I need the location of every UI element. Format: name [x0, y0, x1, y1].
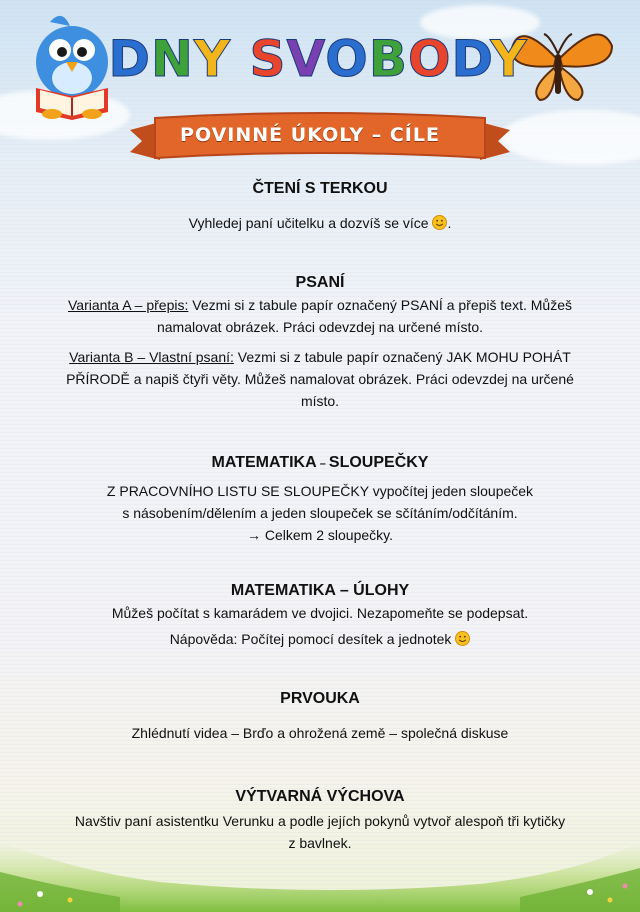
heading-part: SLOUPEČKY — [328, 454, 429, 471]
variant-a-line1: Vezmi si z tabule papír označený PSANÍ a přepiš text. Můžeš — [188, 297, 572, 313]
section-text — [30, 722, 610, 744]
text-line: Navštiv paní asistentku Verunku a podle jejích pokynů vytvoř alespoň tři kytičky — [74, 813, 566, 829]
ribbon-subtitle: POVINNÉ ÚKOLY – CÍLE — [180, 124, 440, 146]
section-text — [30, 480, 610, 546]
section-text — [30, 212, 610, 234]
title-letter: S — [249, 30, 287, 88]
heading-part: MATEMATIKA — [211, 454, 317, 471]
section-hint — [30, 628, 610, 650]
section-heading — [30, 454, 610, 472]
section-cteni — [30, 180, 610, 234]
section-heading: MATEMATIKA – ÚLOHY — [230, 582, 410, 599]
variant-b-text — [30, 346, 610, 412]
section-heading: VÝTVARNÁ VÝCHOVA — [235, 788, 405, 805]
variant-b-label: Varianta B – Vlastní psaní: — [69, 349, 234, 365]
title-letter: Y — [193, 30, 232, 88]
section-prvouka — [30, 690, 610, 744]
title-letter: O — [407, 30, 452, 88]
variant-b-line3: místo. — [300, 393, 340, 409]
text-line: z bavlnek. — [288, 835, 352, 851]
section-psani — [30, 274, 610, 412]
text-line: Můžeš počítat s kamarádem ve dvojici. Nezapomeňte se podepsat. — [111, 605, 529, 621]
text-line: → Celkem 2 sloupečky. — [246, 527, 393, 543]
title-letter: B — [368, 30, 408, 88]
page-header — [0, 0, 640, 170]
section-heading: PRVOUKA — [280, 690, 360, 707]
smiley-icon — [432, 215, 447, 230]
grass-meadow-decoration — [0, 802, 640, 912]
variant-b-line2: PŘÍRODĚ a napiš čtyři věty. Můžeš namalovat obrázek. Práci odevzdej na určené — [66, 371, 574, 387]
title-letter: N — [150, 30, 194, 88]
title-letter: D — [108, 30, 151, 88]
heading-dash: – — [316, 458, 329, 470]
sentence-end: . — [447, 215, 452, 231]
page-title — [108, 30, 528, 88]
bird-reading-book-icon — [36, 16, 108, 120]
variant-a-line2: namalovat obrázek. Práci odevzdej na určené místo. — [156, 319, 484, 335]
text-line: s násobením/dělením a jeden sloupeček se sčítáním/odčítáním. — [122, 505, 518, 521]
section-text — [30, 602, 610, 624]
title-letter: Y — [490, 30, 528, 88]
section-mat-ulohy — [30, 582, 610, 650]
title-letter: D — [451, 30, 491, 88]
section-mat-sloupecky — [30, 454, 610, 546]
reading-instruction: Vyhledej paní učitelku a dozvíš se více — [188, 215, 429, 231]
text-line: Zhlédnutí videa – Brďo a ohrožená země – společná diskuse — [131, 725, 509, 741]
section-heading: ČTENÍ S TERKOU — [252, 180, 388, 197]
section-heading: PSANÍ — [295, 274, 345, 291]
variant-b-line1: Vezmi si z tabule papír označený JAK MOHU POHÁT — [233, 349, 571, 365]
title-letter: O — [325, 30, 369, 88]
title-letter — [231, 30, 249, 88]
text-line: Z PRACOVNÍHO LISTU SE SLOUPEČKY vypočítej jeden sloupeček — [106, 483, 534, 499]
text-line: Nápověda: Počítej pomocí desítek a jednotek — [169, 631, 452, 647]
variant-a-text — [30, 294, 610, 338]
variant-a-label: Varianta A – přepis: — [67, 297, 189, 313]
smiley-icon — [455, 631, 470, 646]
title-letter: V — [286, 30, 326, 88]
